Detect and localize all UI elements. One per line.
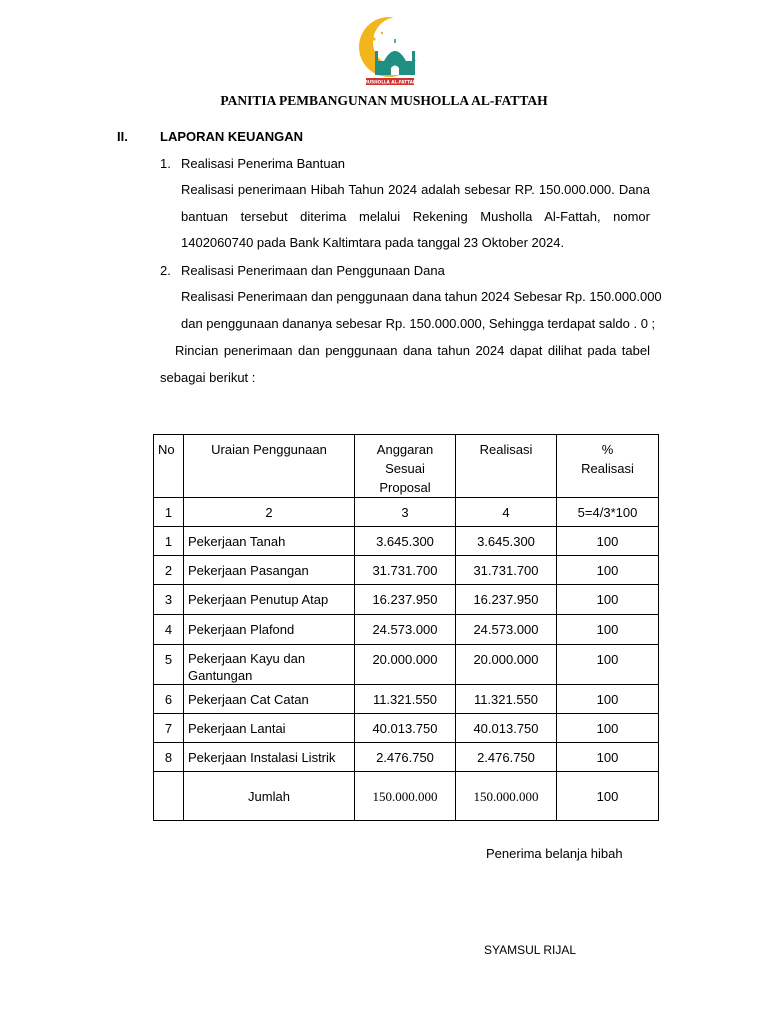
row-realization: 11.321.550 — [456, 685, 557, 714]
row-budget: 16.237.950 — [355, 585, 456, 615]
row-percent: 100 — [557, 743, 659, 772]
finance-table — [153, 434, 659, 821]
total-percent: 100 — [557, 772, 659, 821]
row-percent: 100 — [557, 527, 659, 556]
minaret-left — [375, 51, 378, 75]
row-realization: 24.573.000 — [456, 615, 557, 645]
row-percent: 100 — [557, 556, 659, 585]
paragraph-line: 1402060740 pada Bank Kaltimtara pada tanggal 23 Oktober 2024. — [181, 235, 565, 250]
index-cell: 5=4/3*100 — [557, 498, 659, 527]
row-description: Pekerjaan Cat Catan — [184, 685, 355, 714]
row-description: Pekerjaan Plafond — [184, 615, 355, 645]
paragraph-line: bantuan tersebut diterima melalui Rekening Musholla Al-Fattah, nomor — [181, 208, 650, 224]
table-index-row — [154, 498, 659, 527]
paragraph-line: Realisasi Penerimaan dan penggunaan dana tahun 2024 Sebesar Rp. 150.000.000 — [181, 289, 662, 304]
row-no: 8 — [154, 743, 184, 772]
row-description: Pekerjaan Lantai — [184, 714, 355, 743]
table-row — [154, 527, 659, 556]
row-budget: 2.476.750 — [355, 743, 456, 772]
header-budget — [355, 435, 456, 498]
table-row — [154, 615, 659, 645]
table-row — [154, 585, 659, 615]
item-title: Realisasi Penerima Bantuan — [181, 156, 346, 171]
row-budget: 3.645.300 — [355, 527, 456, 556]
row-realization: 3.645.300 — [456, 527, 557, 556]
table-row — [154, 743, 659, 772]
index-cell: 3 — [355, 498, 456, 527]
row-realization: 2.476.750 — [456, 743, 557, 772]
table-row — [154, 556, 659, 585]
item-paragraph — [181, 177, 650, 257]
index-cell: 2 — [184, 498, 355, 527]
row-description: Pekerjaan Pasangan — [184, 556, 355, 585]
row-percent: 100 — [557, 585, 659, 615]
item-title: Realisasi Penerimaan dan Penggunaan Dana — [181, 263, 445, 278]
header-line: Sesuai — [385, 461, 425, 476]
row-description: Pekerjaan Instalasi Listrik — [184, 743, 355, 772]
row-no: 5 — [154, 645, 184, 685]
paragraph-line: Rincian penerimaan dan penggunaan dana tahun 2024 dapat dilihat pada tabel — [175, 343, 650, 358]
header-line: Proposal — [379, 480, 431, 495]
table-total-row — [154, 772, 659, 821]
total-label: Jumlah — [184, 772, 355, 821]
row-realization: 40.013.750 — [456, 714, 557, 743]
mosque-crescent-icon — [358, 13, 420, 89]
row-realization: 31.731.700 — [456, 556, 557, 585]
row-percent: 100 — [557, 615, 659, 645]
table-header-row — [154, 435, 659, 498]
header-percent — [557, 435, 659, 498]
header-description: Uraian Penggunaan — [184, 435, 355, 498]
row-no: 4 — [154, 615, 184, 645]
paragraph-line: Realisasi penerimaan Hibah Tahun 2024 adalah sebesar RP. 150.000.000. Dana — [181, 182, 650, 197]
intro-paragraph — [160, 338, 650, 391]
index-cell: 4 — [456, 498, 557, 527]
musholla-logo — [358, 13, 420, 89]
row-budget: 20.000.000 — [355, 645, 456, 685]
page-title: PANITIA PEMBANGUNAN MUSHOLLA AL-FATTAH — [220, 93, 548, 108]
row-description: Pekerjaan Tanah — [184, 527, 355, 556]
index-cell: 1 — [154, 498, 184, 527]
signature-role: Penerima belanja hibah — [486, 846, 623, 861]
table-row — [154, 685, 659, 714]
row-percent: 100 — [557, 685, 659, 714]
total-realization: 150.000.000 — [456, 772, 557, 821]
row-no: 7 — [154, 714, 184, 743]
row-budget: 40.013.750 — [355, 714, 456, 743]
total-no-cell — [154, 772, 184, 821]
row-budget: 31.731.700 — [355, 556, 456, 585]
row-no: 1 — [154, 527, 184, 556]
row-no: 2 — [154, 556, 184, 585]
table-row — [154, 714, 659, 743]
row-description: Pekerjaan Kayu dan Gantungan — [184, 645, 355, 685]
total-budget: 150.000.000 — [355, 772, 456, 821]
logo-text: MUSHOLLA AL-FATTAH — [363, 79, 417, 85]
header-line: % — [601, 442, 614, 457]
item-number: 1. — [160, 156, 171, 171]
row-percent: 100 — [557, 645, 659, 685]
row-budget: 11.321.550 — [355, 685, 456, 714]
minaret-right — [412, 51, 415, 75]
row-no: 6 — [154, 685, 184, 714]
section-number: II. — [117, 129, 128, 144]
signature-name: SYAMSUL RIJAL — [484, 943, 577, 957]
row-budget: 24.573.000 — [355, 615, 456, 645]
header-line: Realisasi — [581, 461, 634, 476]
row-realization: 20.000.000 — [456, 645, 557, 685]
item-paragraph — [181, 284, 662, 337]
paragraph-line: sebagai berikut : — [160, 369, 256, 385]
header-line: Anggaran — [376, 442, 434, 457]
row-description: Pekerjaan Penutup Atap — [184, 585, 355, 615]
paragraph-line: dan penggunaan dananya sebesar Rp. 150.000.000, Sehingga terdapat saldo . 0 ; — [181, 315, 656, 331]
row-percent: 100 — [557, 714, 659, 743]
section-title: LAPORAN KEUANGAN — [160, 129, 303, 144]
header-no: No — [154, 435, 184, 498]
header-realization: Realisasi — [456, 435, 557, 498]
row-no: 3 — [154, 585, 184, 615]
item-number: 2. — [160, 263, 171, 278]
row-realization: 16.237.950 — [456, 585, 557, 615]
table-row — [154, 645, 659, 685]
